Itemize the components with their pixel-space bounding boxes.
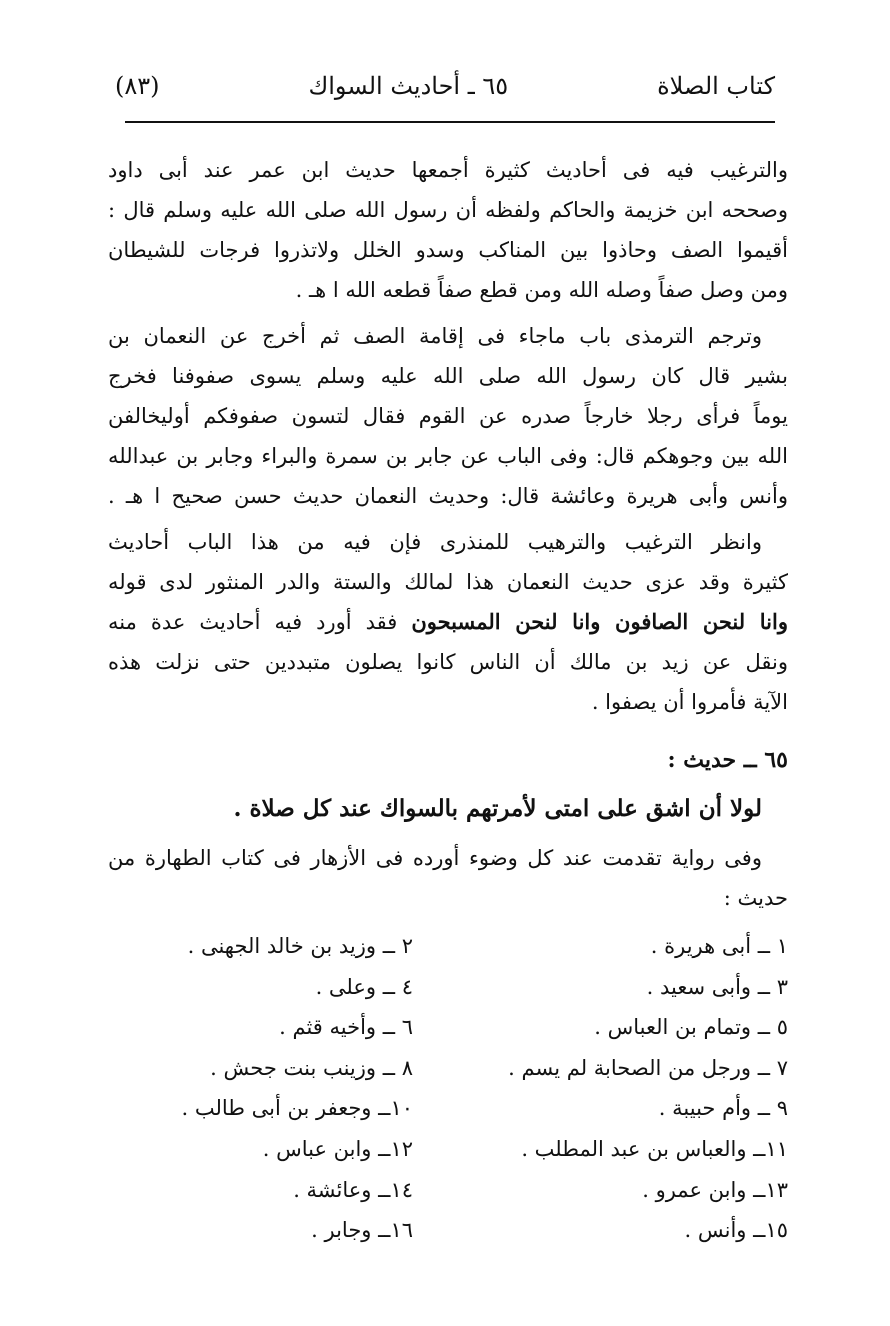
narrator-item: ١٢ــ وابن عباس .	[262, 1136, 413, 1161]
text-line: يوماً فرأى رجلا خارجاً صدره عن القوم فقال لتسون صفوفكم أوليخالفن	[108, 404, 788, 428]
text-line: وترجم الترمذى باب ماجاء فى إقامة الصف ثم أخرج عن النعمان بن	[108, 324, 762, 348]
narrator-item: ١٥ــ وأنس .	[684, 1218, 788, 1243]
hadith-text: لولا أن اشق على امتى لأمرتهم بالسواك عند كل صلاة .	[233, 795, 762, 822]
hadith-heading: ٦٥ ــ حديث :	[667, 747, 788, 773]
narrator-item: ١٤ــ وعائشة .	[293, 1177, 413, 1202]
spacer	[108, 728, 788, 740]
narrator-item: ١٦ــ وجابر .	[311, 1218, 413, 1243]
text-line: الآية فأمروا أن يصفوا .	[591, 690, 788, 714]
text-line: أقيموا الصف وحاذوا بين المناكب وسدو الخلل ولاتذروا فرجات للشيطان	[108, 238, 788, 262]
paragraph-1	[108, 150, 788, 310]
narrator-item: ١١ــ والعباس بن عبد المطلب .	[521, 1136, 788, 1161]
text-line: ونقل عن زيد بن مالك أن الناس كانوا يصلون متبددين حتى نزلت هذه	[108, 650, 788, 674]
narrator-item: ٤ ــ وعلى .	[315, 974, 413, 999]
text-line: بشير قال كان رسول الله صلى الله عليه وسلم يسوى صفوفنا فخرج	[108, 364, 788, 388]
text-line: والترغيب فيه فى أحاديث كثيرة أجمعها حديث ابن عمر عند أبى داود	[108, 158, 788, 182]
running-header	[115, 66, 775, 106]
narrator-item: ١ ــ أبى هريرة .	[650, 934, 788, 958]
narrator-item: ٧ ــ ورجل من الصحابة لم يسم .	[508, 1055, 788, 1080]
narrator-item: ٢ ــ وزيد بن خالد الجهنى .	[187, 934, 413, 958]
text-line: الله بين وجوهكم قال: وفى الباب عن جابر بن سمرة والبراء وجابر بن عبدالله	[108, 444, 788, 468]
text-line: حديث :	[723, 886, 788, 910]
text-fragment: فقد أورد فيه أحاديث عدة منه	[108, 610, 412, 634]
narrator-item: ٣ ــ وأبى سعيد .	[646, 974, 788, 999]
narrator-item: ١٠ــ وجعفر بن أبى طالب .	[181, 1096, 413, 1121]
text-line: وأنس وأبى هريرة وعائشة قال: وحديث النعمان حديث حسن صحيح ا هـ .	[108, 484, 788, 508]
text-line: وفى رواية تقدمت عند كل وضوء أورده فى الأزهار فى كتاب الطهارة من	[108, 846, 762, 870]
hadith-intro	[108, 838, 788, 918]
narrator-item: ٩ ــ وأم حبيبة .	[658, 1096, 788, 1121]
book-title: كتاب الصلاة	[657, 72, 775, 100]
narrator-item: ٨ ــ وزينب بنت جحش .	[210, 1055, 413, 1080]
narrators-list	[108, 926, 788, 1251]
section-title: ٦٥ ـ أحاديث السواك	[308, 72, 509, 100]
page-number: (٨٣)	[115, 72, 160, 100]
text-line: كثيرة وقد عزى حديث النعمان هذا لمالك والستة والدر المنثور لدى قوله	[108, 570, 788, 594]
text-line: وصححه ابن خزيمة والحاكم ولفظه أن رسول الله صلى الله عليه وسلم قال :	[108, 198, 788, 222]
header-rule	[125, 121, 775, 123]
paragraph-2	[108, 316, 788, 516]
paragraph-3	[108, 522, 788, 722]
narrator-item: ١٣ــ وابن عمرو .	[642, 1177, 788, 1202]
text-line-with-quote	[108, 602, 788, 642]
text-line: وانظر الترغيب والترهيب للمنذرى فإن فيه من هذا الباب أحاديث	[108, 530, 762, 554]
narrator-item: ٥ ــ وتمام بن العباس .	[594, 1015, 788, 1040]
quran-quote: وانا لنحن الصافون وانا لنحن المسبحون	[411, 609, 789, 634]
text-line: ومن وصل صفاً وصله الله ومن قطع صفاً قطعه الله ا هـ .	[295, 278, 788, 302]
narrator-item: ٦ ــ وأخيه قثم .	[279, 1015, 413, 1040]
page-body	[108, 150, 788, 1251]
